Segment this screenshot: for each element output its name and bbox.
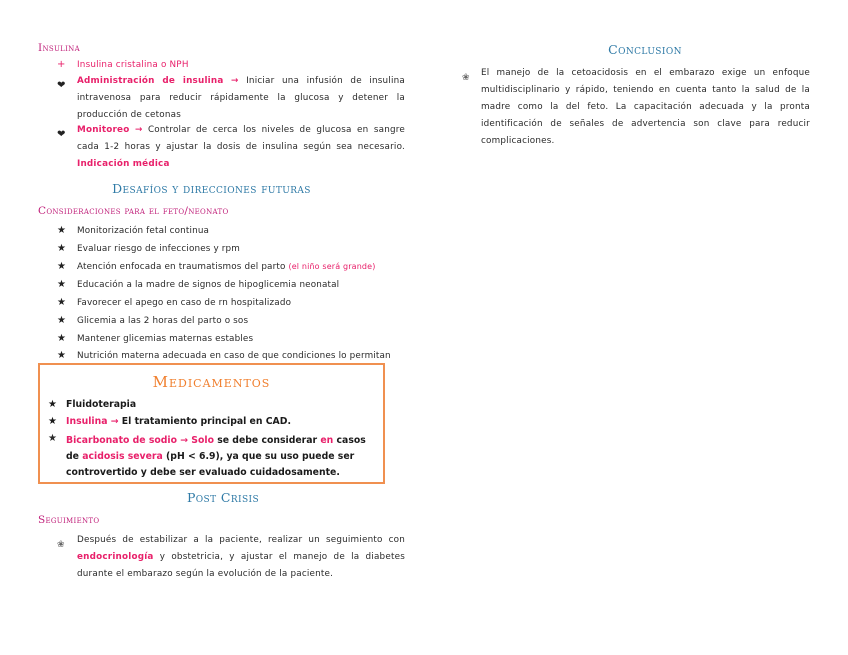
arrow-right-icon: → <box>231 76 239 86</box>
feto-neonato-subheading: Consideraciones para el feto/neonato <box>38 205 229 217</box>
seguimiento-text: Después de estabilizar a la paciente, realizar un seguimiento con endocrinología y obstetricia, y ajustar el manejo de la diabetes durante el embarazo según la evolución de la paciente. <box>77 535 405 579</box>
star-icon: ★ <box>57 243 67 254</box>
monitoreo-label: Monitoreo <box>77 125 130 135</box>
list-item: ★ Monitorización fetal continua <box>57 225 210 236</box>
medicamentos-title: Medicamentos <box>152 373 271 391</box>
star-icon: ★ <box>48 416 57 427</box>
star-icon: ★ <box>57 315 67 326</box>
star-icon: ★ <box>57 279 67 290</box>
list-item: ★ Mantener glicemias maternas estables <box>57 333 254 344</box>
medicamentos-box <box>38 363 385 484</box>
plus-icon: + <box>57 59 66 70</box>
nino-grande-note: (el niño será grande) <box>288 262 376 271</box>
star-icon: ★ <box>57 333 67 344</box>
list-item: ★ Educación a la madre de signos de hipoglicemia neonatal <box>57 279 340 290</box>
flower-icon: ❀ <box>57 540 65 550</box>
flower-icon: ❀ <box>462 73 470 83</box>
medicamento-fluidoterapia: ★ Fluidoterapia <box>48 399 137 410</box>
list-item: ★ Favorecer el apego en caso de rn hospitalizado <box>57 297 292 308</box>
post-crisis-heading: Post Crisis <box>186 490 260 505</box>
star-icon: ★ <box>57 225 67 236</box>
medicamento-insulina: ★ Insulina → El tratamiento principal en CAD. <box>48 416 291 427</box>
insulina-item-3 <box>77 122 405 173</box>
list-item: ★ Glicemia a las 2 horas del parto o sos <box>57 315 249 326</box>
arrow-right-icon: → <box>180 435 189 446</box>
administracion-text: Iniciar una infusión de insulina intravenosa para reducir rápidamente la glucosa y detener la producción de cetonas <box>77 76 405 120</box>
star-icon: ★ <box>57 350 67 361</box>
conclusion-heading: Conclusion <box>608 42 682 57</box>
insulina-heading: Insulina <box>38 42 80 54</box>
arrow-right-icon: → <box>110 416 119 427</box>
insulina-item-2 <box>77 73 405 124</box>
seguimiento-subheading: Seguimiento <box>38 514 100 526</box>
list-item: ★ Nutrición materna adecuada en caso de que condiciones lo permitan <box>57 350 391 361</box>
monitoreo-text: Controlar de cerca los niveles de glucosa en sangre cada 1-2 horas y ajustar la dosis de insulina según sea necesario. <box>77 125 406 152</box>
endocrinologia-highlight: endocrinología <box>77 552 154 562</box>
medicamento-bicarbonato: Bicarbonato de sodio → Solo se debe considerar en casos de acidosis severa (pH < 6.9), ya que su uso puede ser controvertido y debe ser evaluado cuidadosamente. <box>66 435 366 478</box>
administracion-label: Administración de insulina <box>77 76 224 86</box>
arrow-right-icon: → <box>134 125 143 135</box>
star-icon: ★ <box>48 433 57 444</box>
star-icon: ★ <box>48 399 57 410</box>
heart-icon: ❤ <box>57 129 66 140</box>
desafios-heading: Desafíos y direcciones futuras <box>112 181 311 196</box>
insulina-item-1 <box>57 56 189 74</box>
list-item: ★ Evaluar riesgo de infecciones y rpm <box>57 243 241 254</box>
star-icon: ★ <box>57 261 67 272</box>
insulina-item-1-text: Insulina cristalina o NPH <box>77 60 189 70</box>
indicacion-medica-tag: Indicación médica <box>77 159 170 169</box>
heart-icon: ❤ <box>57 80 66 91</box>
list-item: ★ Atención enfocada en traumatismos del parto (el niño será grande) <box>57 261 376 272</box>
star-icon: ★ <box>57 297 67 308</box>
conclusion-text: El manejo de la cetoacidosis en el embarazo exige un enfoque multidisciplinario y rápido, teniendo en cuenta tanto la salud de la madre como la del feto. La capacitación adecuada y la pronta identificación de señales de advertencia son clave para reducir complicaciones. <box>481 68 810 146</box>
